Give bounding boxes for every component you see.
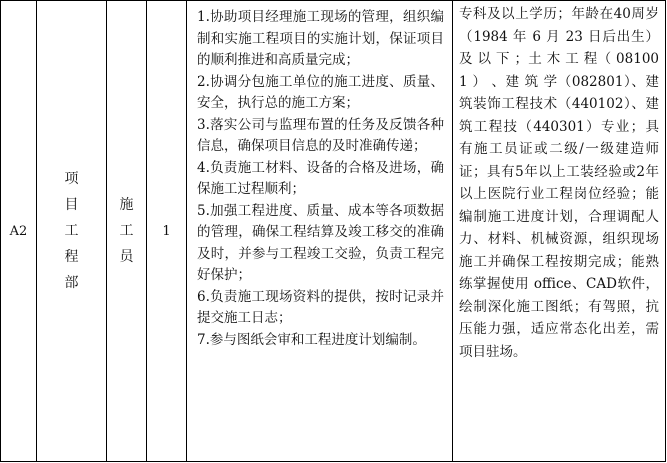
position-cell [107,1,147,462]
department-cell [37,1,107,462]
position-code: A2 [9,223,28,239]
duties-cell [187,1,453,462]
position-name: 施工员 [119,197,134,265]
position-code-cell [1,1,37,462]
requirements-cell [453,1,666,462]
duty-item: 6.负责施工现场资料的提供，按时记录并提交施工日志； [197,288,444,326]
department-name: 项目工程部 [64,171,79,291]
duty-item: 7.参与图纸会审和工程进度计划编制。 [197,331,426,348]
requirements-text: 专科及以上学历；年龄在40周岁（1984 年 6 月 23 日后出生） 及 以 下 ；土 木 工 程（ 081001 ） 、建 筑 学（082801）、建筑装饰工程技术（440102）、建筑工程技（440301）专业；具有施工员证或二级/一级建造师证；具有5年以上工装经验或2年以上医院行业工程岗位经验；能编制施工进度计划，合理调配人力、材料、机械资源，组织现场施工并确保工程按期完成；能熟练掌握使用 office、CAD软件，绘制深化施工图纸；有驾照，抗压能力强，适应常态化出差，需项目驻场。 [459,6,659,360]
headcount: 1 [162,223,171,239]
duties-list [187,1,452,351]
duty-item: 5.加强工程进度、质量、成本等各项数据的管理，确保工程结算及竣工移交的准确及时，并参与工程竣工交验，负责工程完好保护； [197,202,444,283]
duty-item: 3.落实公司与监理布置的任务及反馈各种信息，确保项目信息的及时准确传递； [197,116,444,154]
duty-item: 1.协助项目经理施工现场的管理，组织编制和实施工程项目的实施计划，保证项目的顺利推进和高质量完成； [197,9,444,68]
duty-item: 2.协调分包施工单位的施工进度、质量、安全，执行总的施工方案； [197,73,444,111]
duty-item: 4.负责施工材料、设备的合格及进场，确保施工过程顺利； [197,159,444,197]
table-row [1,1,666,462]
headcount-cell [147,1,187,462]
